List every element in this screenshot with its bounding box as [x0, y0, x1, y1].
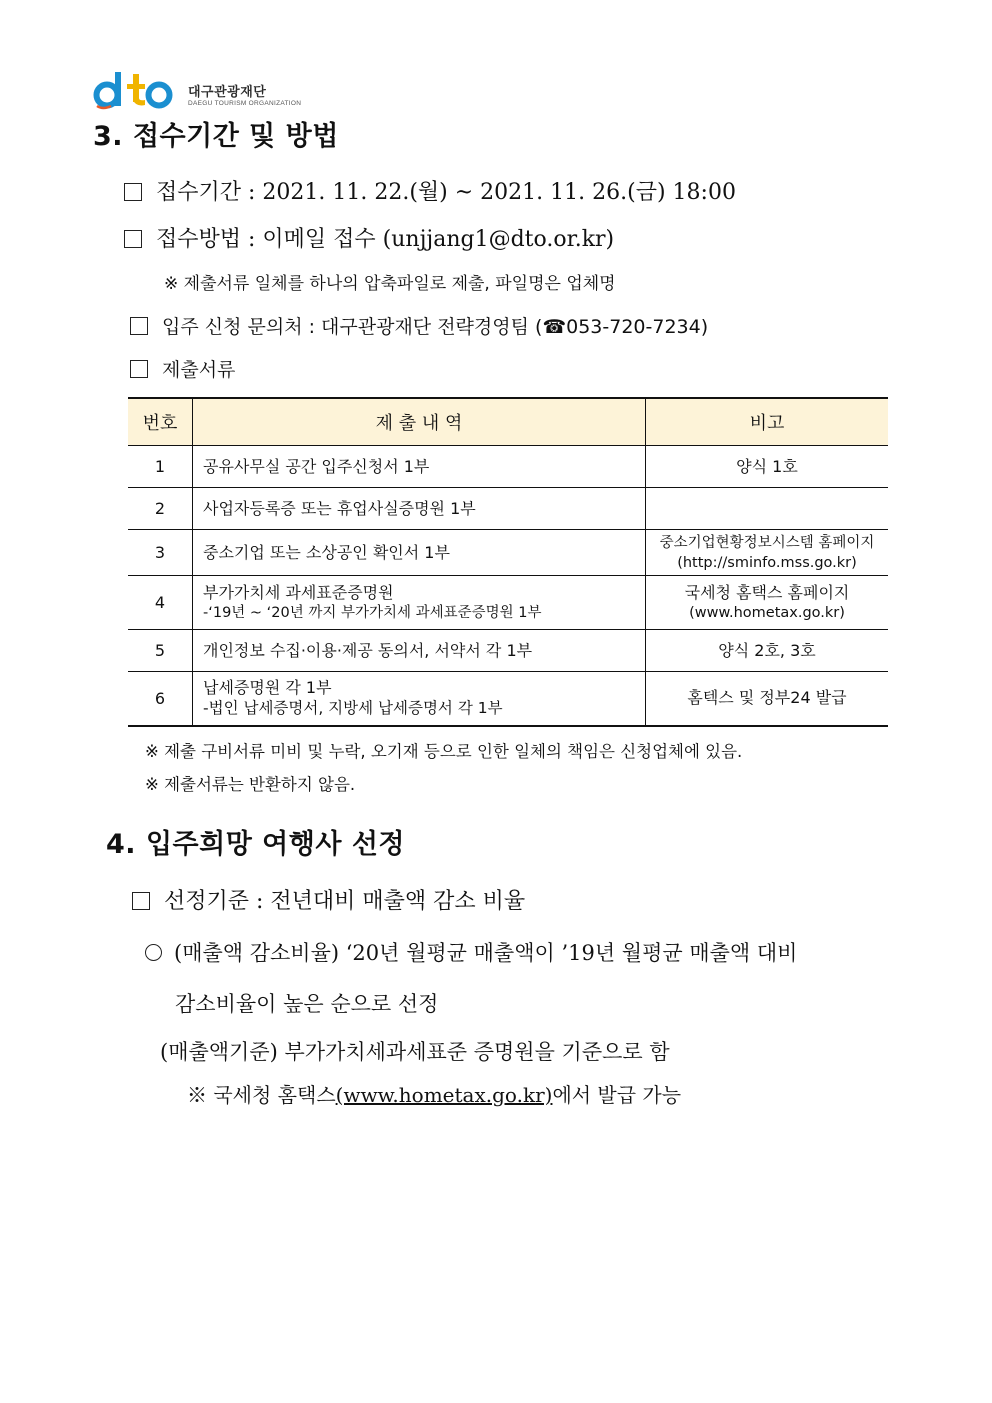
row-item: 공유사무실 공간 입주신청서 1부 [193, 446, 646, 488]
method-line [124, 222, 614, 253]
row-no: 4 [128, 576, 193, 630]
logo-english: DAEGU TOURISM ORGANIZATION [188, 100, 302, 107]
logo-korean: 대구관광재단 [188, 85, 267, 100]
bullet-line-1 [145, 937, 797, 967]
row-note-line1: 국세청 홈택스 홈페이지 [684, 582, 850, 602]
phone-icon: ☎ [542, 316, 567, 338]
row-no: 1 [128, 446, 193, 488]
row-item-main: 납세증명원 각 1부 [203, 678, 332, 698]
table-row [128, 446, 888, 488]
row-note [646, 488, 889, 530]
hometax-note-prefix: ※ 국세청 홈택스 [187, 1083, 336, 1107]
row-note-line1: 중소기업현황정보시스템 홈페이지 [659, 534, 875, 551]
row-item [193, 672, 646, 726]
checkbox-icon [124, 183, 142, 201]
table-row [128, 530, 888, 576]
table-row [128, 630, 888, 672]
header-no: 번호 [128, 398, 193, 446]
table-row [128, 672, 888, 726]
header-item: 제 출 내 역 [193, 398, 646, 446]
contact-line [130, 312, 708, 339]
hometax-note-suffix: 에서 발급 가능 [552, 1083, 682, 1107]
period-text: 접수기간 : 2021. 11. 22.(월) ~ 2021. 11. 26.(금) 18:00 [156, 180, 736, 205]
row-note: 양식 2호, 3호 [646, 630, 889, 672]
row-note [646, 530, 889, 576]
table-header-row [128, 398, 888, 446]
checkbox-icon [130, 360, 148, 378]
row-item-sub: -법인 납세증명서, 지방세 납세증명서 각 1부 [203, 699, 503, 718]
row-note [646, 576, 889, 630]
table-row [128, 488, 888, 530]
period-line [124, 175, 736, 206]
bullet-text-1: (매출액 감소비율) ‘20년 월평균 매출액이 ’19년 월평균 매출액 대비 [174, 941, 798, 965]
criteria-line [132, 884, 525, 915]
checkbox-icon [124, 230, 142, 248]
hometax-note [187, 1079, 681, 1108]
contact-phone: 053-720-7234) [566, 316, 709, 338]
section4-title: 4. 입주희망 여행사 선정 [106, 829, 405, 860]
checkbox-icon [132, 892, 150, 910]
method-note: ※ 제출서류 일체를 하나의 압축파일로 제출, 파일명은 업체명 [164, 274, 616, 294]
checkbox-icon [130, 317, 148, 335]
row-no: 6 [128, 672, 193, 726]
row-item: 개인정보 수집·이용·제공 동의서, 서약서 각 1부 [193, 630, 646, 672]
footnote-2: ※ 제출서류는 반환하지 않음. [145, 775, 356, 794]
contact-text: 입주 신청 문의처 : 대구관광재단 전략경영팀 ( [162, 316, 543, 338]
row-no: 2 [128, 488, 193, 530]
hometax-link[interactable]: (www.hometax.go.kr) [335, 1083, 553, 1107]
docs-line [130, 355, 235, 382]
documents-table [128, 397, 888, 727]
row-item: 사업자등록증 또는 휴업사실증명원 1부 [193, 488, 646, 530]
docs-label: 제출서류 [162, 359, 236, 381]
row-no: 3 [128, 530, 193, 576]
row-no: 5 [128, 630, 193, 672]
row-item [193, 576, 646, 630]
circle-bullet-icon [145, 944, 162, 961]
row-item: 중소기업 또는 소상공인 확인서 1부 [193, 530, 646, 576]
section3-title: 3. 접수기간 및 방법 [93, 121, 339, 152]
method-text: 접수방법 : 이메일 접수 (unjjang1@dto.or.kr) [156, 227, 615, 252]
table-row [128, 576, 888, 630]
footnote-1: ※ 제출 구비서류 미비 및 누락, 오기재 등으로 인한 일체의 책임은 신청업체에 있음. [145, 742, 743, 761]
basis-line: (매출액기준) 부가가치세과세표준 증명원을 기준으로 함 [160, 1040, 670, 1064]
criteria-text: 선정기준 : 전년대비 매출액 감소 비율 [164, 889, 526, 914]
row-note: 양식 1호 [646, 446, 889, 488]
row-note-line2: (www.hometax.go.kr) [689, 604, 845, 621]
row-item-main: 부가가치세 과세표준증명원 [203, 582, 394, 602]
header-note: 비고 [646, 398, 889, 446]
row-item-sub: -‘19년 ~ ‘20년 까지 부가가치세 과세표준증명원 1부 [203, 604, 542, 621]
row-note: 홈텍스 및 정부24 발급 [646, 672, 889, 726]
row-note-line2: (http://sminfo.mss.go.kr) [677, 554, 857, 571]
bullet-line-2: 감소비율이 높은 순으로 선정 [175, 992, 439, 1016]
